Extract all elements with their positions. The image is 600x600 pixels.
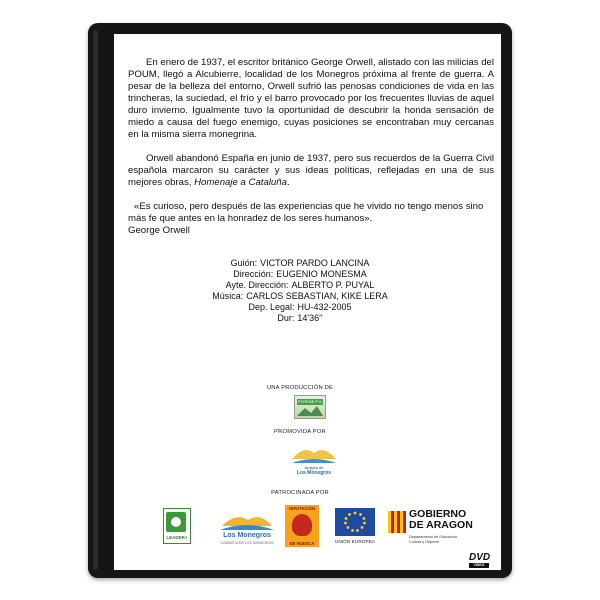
book-title: Homenaje a Cataluña (194, 177, 287, 188)
promoted-label: PROMOVIDA POR (274, 429, 326, 435)
credits (200, 258, 400, 324)
dvd-logo: DVD VIDEO (469, 552, 491, 567)
credit-row: Dur: 14'36'' (277, 313, 323, 323)
sponsored-label: PATROCINADA POR (271, 490, 329, 496)
credit-row: Dep. Legal: HU-432-2005 (248, 302, 352, 312)
monegros-logo: Los Monegros COMARCA DE LOS MONEGROS (218, 510, 276, 548)
orwell-quote (128, 201, 494, 237)
quote-author: George Orwell (128, 225, 190, 236)
eu-flag-icon (335, 508, 375, 536)
credit-row: Dirección: EUGENIO MONESMA (233, 269, 367, 279)
synopsis-paragraph-1: En enero de 1937, el escritor británico George Orwell, alistado con las milicias del POUM, llegó a Alcubierre, localidad de los Monegros próxima al frente de guerra. A pesar de la belleza del entorno, Orwell sufrió las penosas condiciones de vida en las trincheras, la suciedad, el frío y el barro provocado por los frecuentes lluvias de aquel duro invierno. Igualmente tuvo la oportunidad de descubrir la honda sensación de miedo a causa del fuego enemigo, cuyas posiciones se encontraban muy cercanas en la misma sierra monegrina. (128, 57, 494, 140)
quote-text: «Es curioso, pero después de las experiencias que he vivido no tengo menos sino más fe que antes en la honradez de los seres humanos». (128, 201, 484, 224)
case-spine (93, 30, 98, 570)
credit-row: Ayte. Dirección: ALBERTO P. PUYAL (225, 280, 375, 290)
mountain-icon (295, 396, 325, 418)
synopsis-paragraph-2: Orwell abandonó España en junio de 1937, pero sus recuerdos de la Guerra Civil española marcaron su carácter y sus ideas políticas, reflejadas en una de sus mejores obras, Homenaje a Cataluña. (128, 153, 494, 188)
gobierno-aragon-logo: GOBIERNO DE ARAGON Departamento de Educación, Cultura y Deporte (388, 509, 484, 551)
credit-row: Música: CARLOS SEBASTIAN, KIKE LERA (212, 291, 388, 301)
production-label: UNA PRODUCCIÓN DE (266, 385, 334, 391)
producer-logo: PYRENE P.V. (294, 395, 326, 419)
aragon-flag-icon (388, 511, 406, 533)
credit-row: Guión: VICTOR PARDO LANCINA (230, 258, 370, 268)
leader-emblem-icon (166, 512, 186, 532)
eu-logo: UNIÓN EUROPEA (331, 508, 379, 550)
dunes-icon (218, 510, 276, 532)
landscape-icon (290, 441, 338, 465)
leader-logo: LEADER+ (163, 508, 191, 544)
diputacion-logo: DIPUTACIÓN DE HUESCA (285, 505, 319, 547)
synopsis (128, 57, 494, 189)
promoter-logo: Amigos de Los Monegros (290, 441, 338, 481)
coat-of-arms-icon (292, 514, 312, 536)
